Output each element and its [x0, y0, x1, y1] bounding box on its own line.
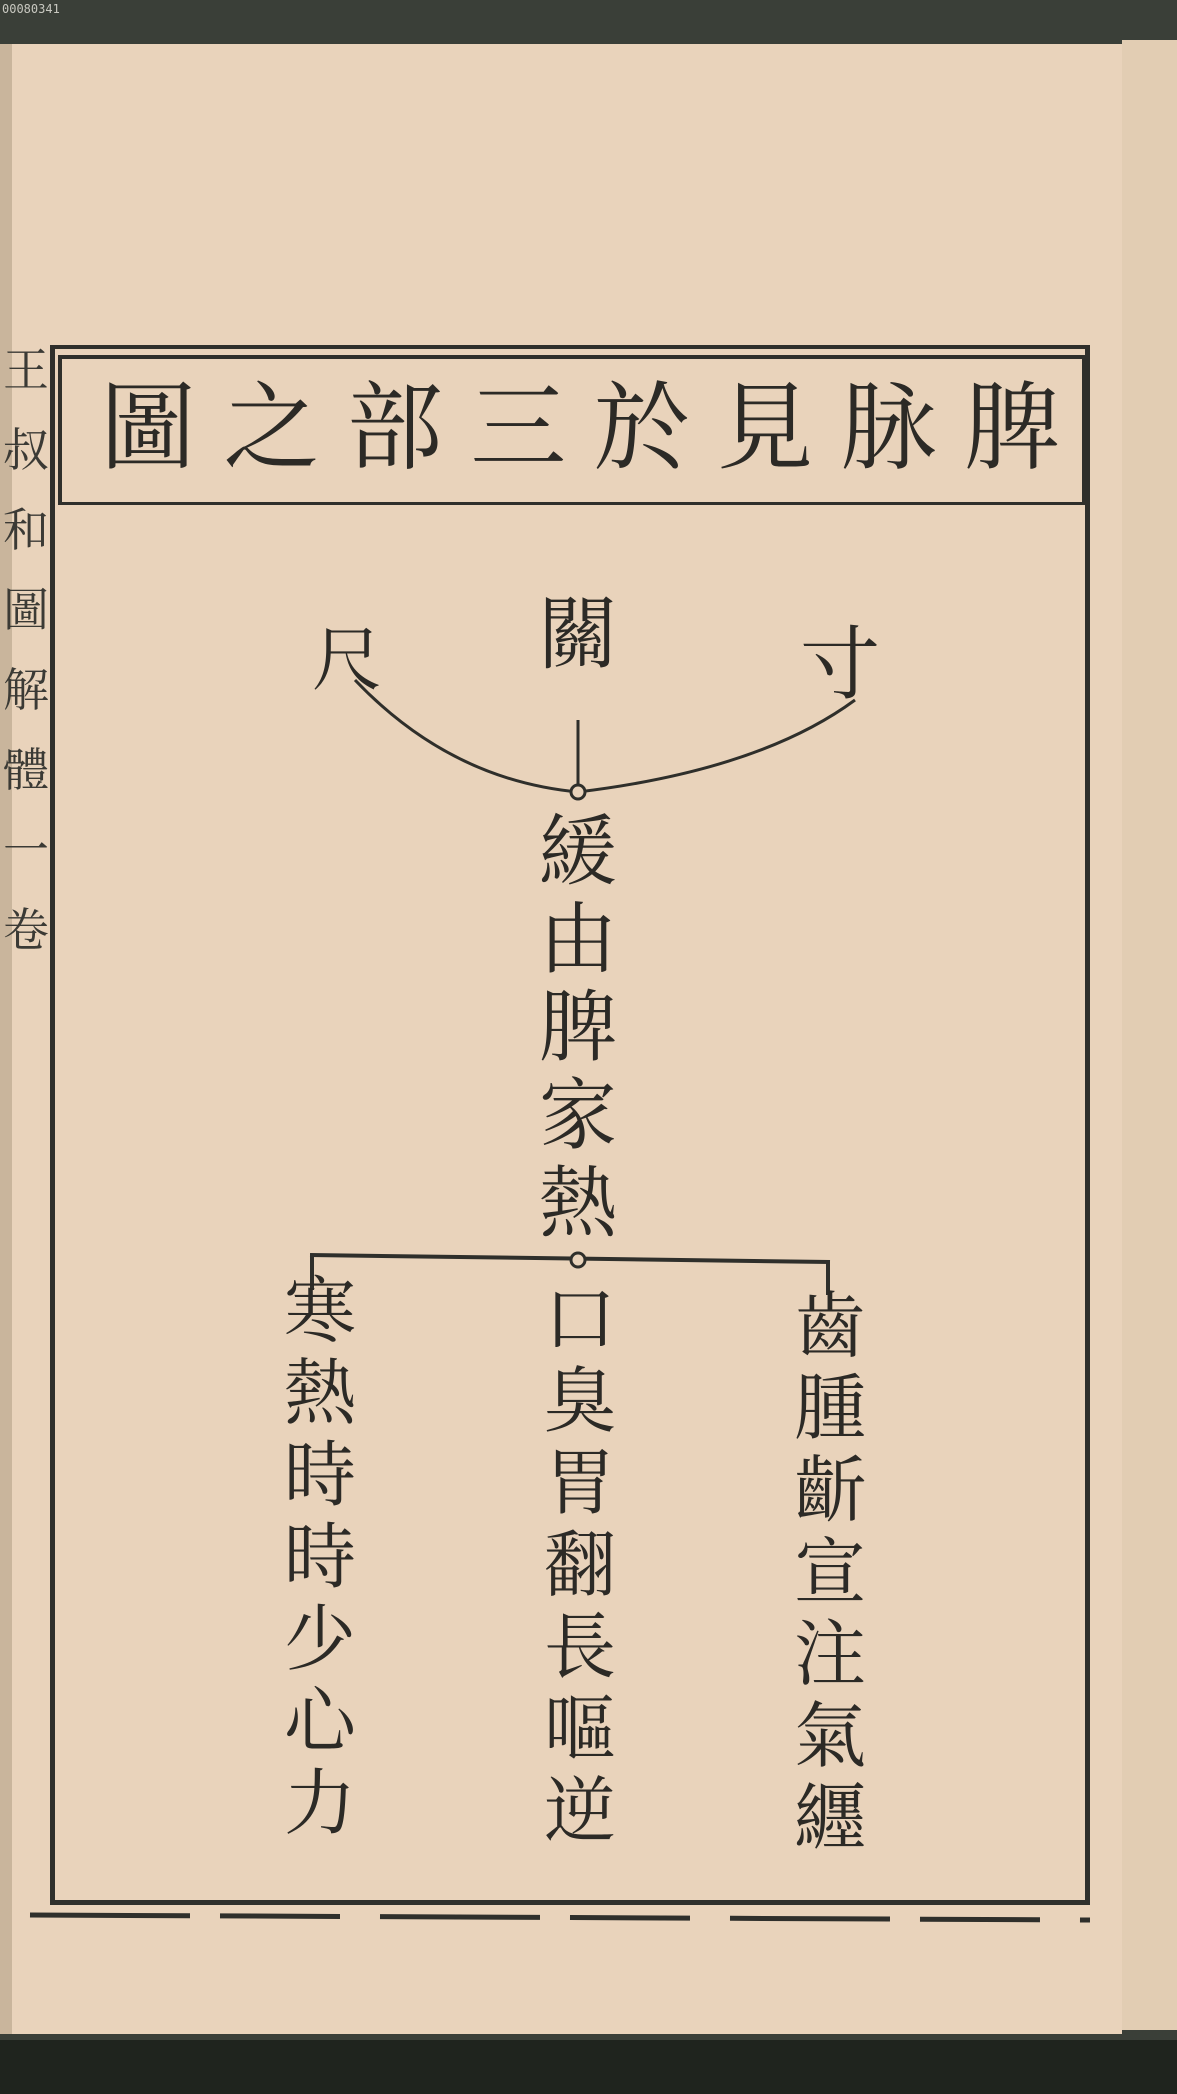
title-char: 於 [593, 372, 690, 484]
branch-node [571, 1253, 585, 1267]
branch-char: 口 [543, 1277, 616, 1361]
label-cun: 寸 [800, 618, 880, 711]
middle-branch-column [535, 1278, 625, 1852]
margin-char: 和 [3, 503, 49, 557]
branch-char: 臭 [543, 1359, 616, 1443]
title-char: 脾 [963, 372, 1060, 484]
margin-char: 一 [3, 823, 49, 877]
arc-node [571, 785, 585, 799]
center-column [530, 808, 626, 1248]
branch-char: 注 [793, 1612, 866, 1696]
label-guan: 關 [538, 588, 618, 681]
branch-char: 宣 [793, 1530, 866, 1614]
title-char: 脉 [840, 372, 937, 484]
center-char: 脾 [538, 983, 617, 1073]
branch-char: 嘔 [543, 1687, 616, 1771]
branch-char: 長 [543, 1605, 616, 1689]
branch-char: 時 [283, 1515, 356, 1599]
branch-char: 翻 [543, 1523, 616, 1607]
branch-char: 齒 [793, 1284, 866, 1368]
pulse-arc [355, 680, 855, 792]
branch-char: 胃 [543, 1441, 616, 1525]
branch-char: 氣 [793, 1694, 866, 1778]
center-char: 家 [538, 1071, 617, 1161]
branch-char: 時 [283, 1433, 356, 1517]
title-char: 圖 [100, 372, 196, 484]
margin-char: 叔 [3, 423, 49, 477]
margin-char: 體 [3, 743, 49, 797]
bottom-rule [30, 1915, 1090, 1920]
branch-char: 纒 [793, 1776, 866, 1860]
scan-id: 00080341 [2, 2, 60, 16]
branch-char: 寒 [283, 1269, 356, 1353]
margin-char: 王 [3, 343, 49, 397]
margin-char: 圖 [3, 583, 49, 637]
center-char: 緩 [538, 807, 617, 897]
right-branch-column [785, 1285, 875, 1859]
branch-char: 少 [283, 1597, 356, 1681]
title-char: 三 [470, 372, 567, 484]
branch-char: 熱 [283, 1351, 356, 1435]
branch-char: 力 [283, 1761, 356, 1845]
branch-char: 腫 [793, 1366, 866, 1450]
label-chi: 尺 [312, 619, 382, 701]
center-char: 由 [538, 895, 617, 985]
title-char: 部 [346, 372, 443, 484]
left-branch-column [275, 1270, 365, 1844]
margin-char: 卷 [3, 903, 49, 957]
branch-char: 逆 [543, 1769, 616, 1853]
margin-char: 解 [3, 663, 49, 717]
branch-char: 心 [283, 1679, 356, 1763]
title-char: 見 [717, 372, 814, 484]
center-char: 熱 [538, 1159, 617, 1249]
title-char: 之 [223, 372, 320, 484]
branch-char: 齗 [793, 1448, 866, 1532]
